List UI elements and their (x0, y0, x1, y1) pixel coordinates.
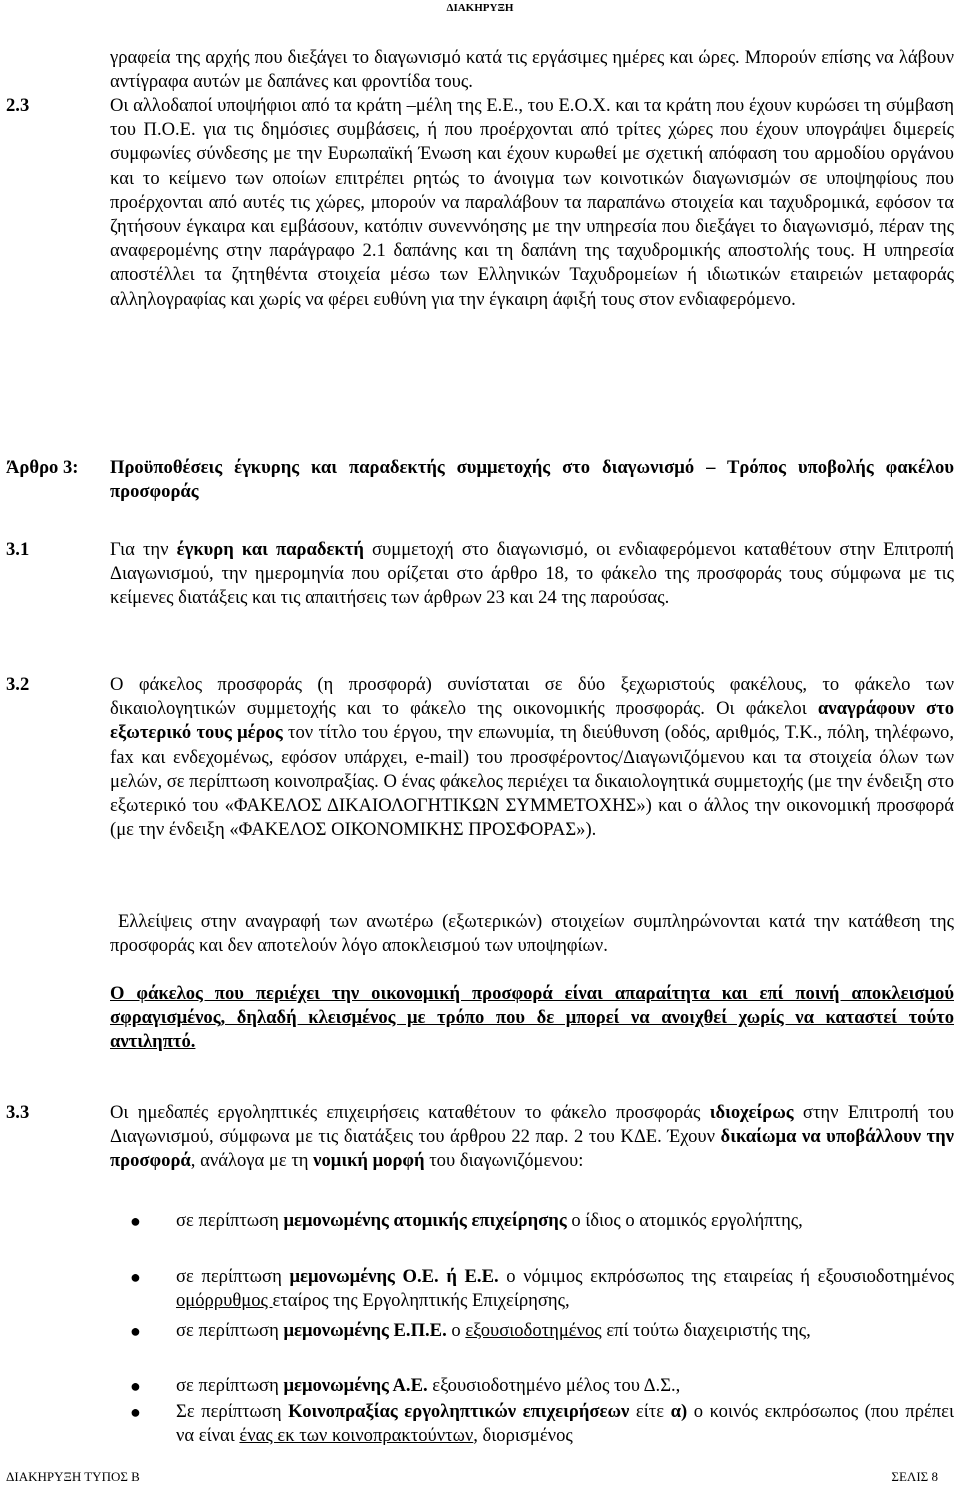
section-3-2-paragraph-2: Ελλείψεις στην αναγραφή των ανωτέρω (εξωτερικών) στοιχείων συμπληρώνονται κατά την κατάθεση της προσφοράς και δεν αποτελούν λόγο αποκλεισμού των υποψηφίων. (110, 911, 954, 957)
section-number-2-3: 2.3 (6, 95, 30, 116)
list-item: σε περίπτωση μεμονωμένης ατομικής επιχείρησης ο ίδιος ο ατομικός εργολήπτης, (176, 1210, 803, 1231)
article-label: Άρθρο 3: (6, 457, 79, 478)
bullet-icon: ● (130, 1267, 141, 1287)
page-header: ΔΙΑΚΗΡΥΞΗ (446, 2, 514, 14)
section-3-1-text: Για την έγκυρη και παραδεκτή συμμετοχή στο διαγωνισμό, οι ενδιαφερόμενοι καταθέτουν στην Επιτροπή Διαγωνισμού, την ημερομηνία που ορίζεται στο άρθρο 18, το φάκελο της προσφοράς τους σύμφωνα με τις κείμενες διατάξεις και τις απαιτήσεις των άρθρων 23 και 24 της παρούσας. (110, 539, 954, 609)
section-3-3-text: Οι ημεδαπές εργοληπτικές επιχειρήσεις καταθέτουν το φάκελο προσφοράς ιδιοχείρως στην Επιτροπή του Διαγωνισμού, σύμφωνα με τις διατάξεις του άρθρου 22 παρ. 2 του ΚΔΕ. Έχουν δικαίωμα να υποβάλλουν την προσφορά, ανάλογα με τη νομική μορφή του διαγωνιζόμενου: (110, 1102, 955, 1172)
section-3-2-text: Ο φάκελος προσφοράς (η προσφορά) συνίσταται σε δύο ξεχωριστούς φακέλους, το φάκελο των δικαιολογητικών συμμετοχής και το φάκελο της οικονομικής προσφοράς. Οι φάκελοι αναγράφουν στο εξωτερικό τους μέρος τον τίτλο του έργου, την επωνυμία, τη διεύθυνση (οδός, αριθμός, Τ.Κ., πόλη, τηλέφωνο, fax και ενδεχομένως, εφόσον υπάρχει, e-mail) του προσφέροντος/Διαγωνιζόμενου και τα στοιχεία όλων των μελών, σε περίπτωση κοινοπραξίας. Ο ένας φάκελος περιέχει τα δικαιολογητικά συμμετοχής (με την ένδειξη στο εξωτερικό του «ΦΑΚΕΛΟΣ ΔΙΚΑΙΟΛΟΓΗΤΙΚΩΝ ΣΥΜΜΕΤΟΧΗΣ») και ο άλλος την οικονομική προσφορά (με την ένδειξη «ΦΑΚΕΛΟΣ ΟΙΚΟΝΟΜΙΚΗΣ ΠΡΟΣΦΟΡΑΣ»). (110, 674, 955, 841)
section-2-3-text: Οι αλλοδαποί υποψήφιοι από τα κράτη –μέλη της Ε.Ε., του Ε.Ο.Χ. και τα κράτη που έχουν κυρώσει τη σύμβαση του Π.Ο.Ε. για τις δημόσιες συμβάσεις, ή που προέρχονται από τρίτες χώρες που έχουν υπογράψει διμερείς συμφωνίες σύνδεσης με την Ευρωπαϊκή Ένωση και έχουν κυρωθεί με σχετική απόφαση του αρμοδίου οργάνου και το κείμενο των οποίων επιτρέπει ρητώς το άνοιγμα των κοινοτικών διαγωνισμών σε υποψηφίους που προέρχονται από αυτές τις χώρες, μπορούν να παραλάβουν τα παραπάνω στοιχεία και ταχυδρομικά, εφόσον τα ζητήσουν έγκαιρα και εμβάσουν, κατόπιν συνεννόησης με την υπηρεσία που διεξάγει το διαγωνισμό, πέραν της αναφερομένης στην παράγραφο 2.1 δαπάνης και τη δαπάνη της ταχυδρομικής αποστολής τους. Η υπηρεσία αποστέλλει τα ζητηθέντα στοιχεία μέσω των Ελληνικών Ταχυδρομείων ή ιδιωτικών εταιρειών μεταφοράς αλληλογραφίας και χωρίς να φέρει ευθύνη για την έγκαιρη άφιξή τους στον ενδιαφερόμενο. (110, 95, 954, 310)
bullet-icon: ● (130, 1376, 141, 1396)
list-item: σε περίπτωση μεμονωμένης Ο.Ε. ή Ε.Ε. ο νόμιμος εκπρόσωπος της εταιρείας ή εξουσιοδοτημένος ομόρρυθμος εταίρος της Εργοληπτικής Επιχείρησης, (176, 1266, 955, 1312)
section-number-3-3: 3.3 (6, 1102, 30, 1123)
section-3-2-paragraph-3: Ο φάκελος που περιέχει την οικονομική προσφορά είναι απαραίτητα και επί ποινή αποκλεισμού σφραγισμένος, δηλαδή κλεισμένος με τρόπο που δε μπορεί να ανοιχθεί χωρίς να καταστεί τούτο αντιληπτό. (110, 983, 954, 1053)
footer-left: ΔΙΑΚΗΡΥΞΗ ΤΥΠΟΣ Β (6, 1469, 140, 1484)
list-item: Σε περίπτωση Κοινοπραξίας εργοληπτικών επιχειρήσεων είτε α) ο κοινός εκπρόσωπος (που πρέπει να είναι ένας εκ των κοινοπρακτούντων, διορισμένος (176, 1401, 954, 1447)
footer-page-number: ΣΕΛΙΣ 8 (891, 1469, 938, 1484)
article-title: Προϋποθέσεις έγκυρης και παραδεκτής συμμετοχής στο διαγωνισμό – Τρόπος υποβολής φακέλου προσφοράς (110, 457, 954, 503)
bullet-icon: ● (130, 1402, 141, 1422)
section-number-3-2: 3.2 (6, 674, 30, 695)
list-item: σε περίπτωση μεμονωμένης Α.Ε. εξουσιοδοτημένο μέλος του Δ.Σ., (176, 1375, 681, 1396)
section-number-3-1: 3.1 (6, 539, 30, 560)
paragraph-top: γραφεία της αρχής που διεξάγει το διαγωνισμό κατά τις εργάσιμες ημέρες και ώρες. Μπορούν επίσης να λάβουν αντίγραφα αυτών με δαπάνες και φροντίδα τους. (110, 47, 954, 93)
list-item: σε περίπτωση μεμονωμένης Ε.Π.Ε. ο εξουσιοδοτημένος επί τούτω διαχειριστής της, (176, 1320, 811, 1341)
bullet-icon: ● (130, 1321, 141, 1341)
bullet-icon: ● (130, 1211, 141, 1231)
